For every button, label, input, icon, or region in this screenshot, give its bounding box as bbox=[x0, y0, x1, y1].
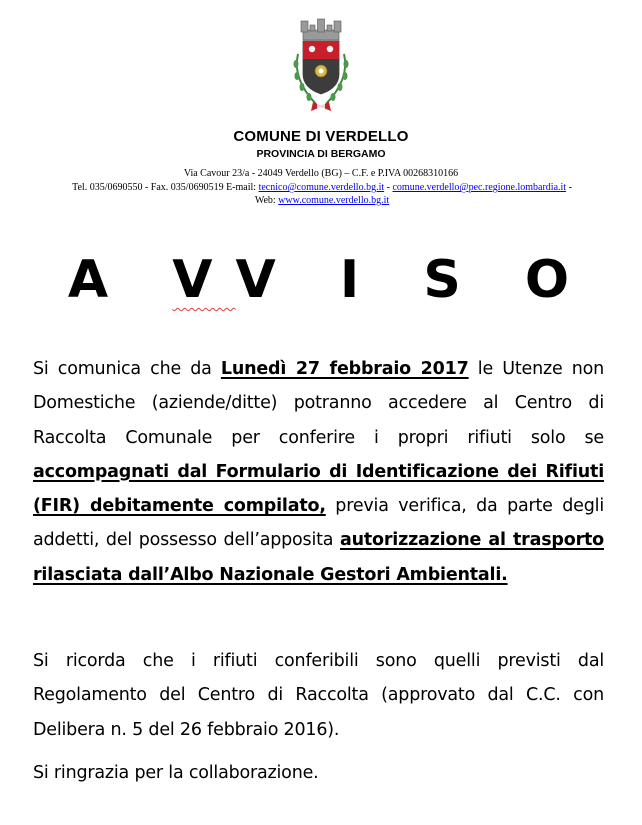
fir-requirement: accompagnati dal Formulario di Identificazione dei Rifiuti (FIR) debitamente compilato, bbox=[33, 461, 604, 517]
notice-title bbox=[0, 250, 642, 310]
email-tecnico-link[interactable]: tecnico@comune.verdello.bg.it bbox=[258, 182, 385, 193]
notice-title-start: A bbox=[67, 250, 173, 310]
paragraph-text: le Utenze non Domestiche (aziende/ditte) potranno accedere al Centro di Raccolta Comunale per conferire i propri rifiuti solo se bbox=[33, 359, 605, 448]
notice-title-spellcheck-letter: V bbox=[172, 250, 236, 310]
phone-fax-text: Tel. 035/0690550 - Fax. 035/0690519 E-mail: bbox=[72, 182, 259, 193]
email-pec-link[interactable]: comune.verdello@pec.regione.lombardia.it bbox=[392, 182, 567, 193]
municipal-crest-icon bbox=[286, 14, 356, 120]
contacts-line bbox=[22, 181, 622, 207]
notice-title-end: V I S O bbox=[235, 250, 593, 310]
website-link[interactable]: www.comune.verdello.bg.it bbox=[278, 195, 390, 206]
notice-paragraph-regulation: Si ricorda che i rifiuti conferibili sono quelli previsti dal Regolamento del Centro di Raccolta (approvato dal C.C. con Delibera n. 5 del 26 febbraio 2016). bbox=[33, 651, 604, 740]
web-label: Web: bbox=[254, 195, 279, 206]
address-line: Via Cavour 23/a - 24049 Verdello (BG) – C.F. e P.IVA 00268310166 bbox=[183, 168, 459, 179]
effective-date: Lunedì 27 febbraio 2017 bbox=[220, 359, 469, 379]
contacts-separator: - bbox=[566, 182, 572, 193]
municipality-name: COMUNE DI VERDELLO bbox=[233, 128, 409, 145]
authorization-requirement: autorizzazione al trasporto rilasciata dall’Albo Nazionale Gestori Ambientali. bbox=[33, 530, 604, 585]
paragraph-text: Si comunica che da bbox=[33, 359, 221, 379]
contacts-separator: - bbox=[384, 182, 393, 193]
province-name: PROVINCIA DI BERGAMO bbox=[256, 148, 386, 160]
paragraph-text: previa verifica, da parte degli addetti, del possesso dell’apposita bbox=[33, 496, 604, 551]
notice-paragraph-thanks: Si ringrazia per la collaborazione. bbox=[33, 763, 319, 783]
notice-paragraph-main bbox=[33, 352, 604, 592]
